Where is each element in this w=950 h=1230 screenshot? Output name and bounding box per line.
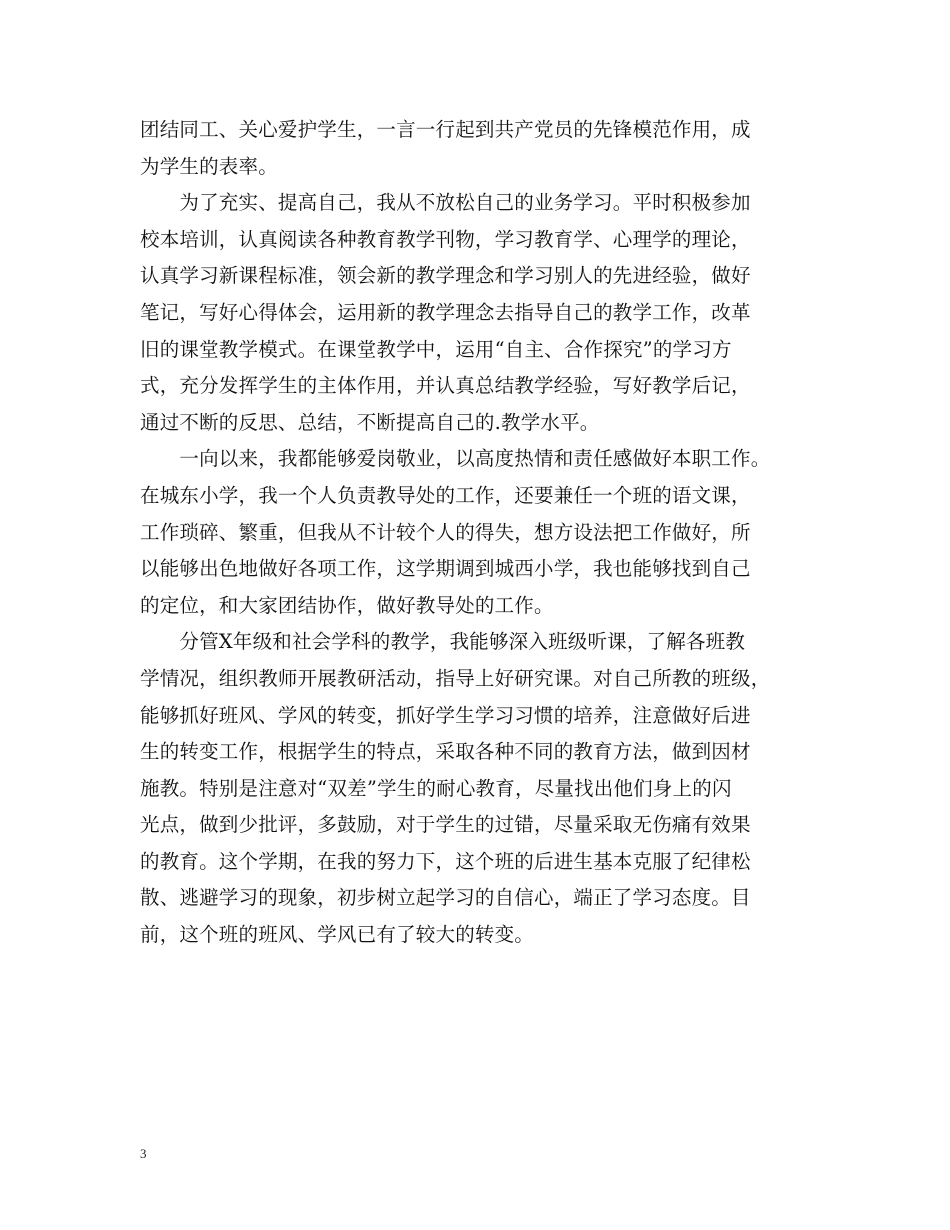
text-line: 一向以来，我都能够爱岗敬业，以高度热情和责任感做好本职工作。 [140, 447, 771, 471]
text-line: 生的转变工作，根据学生的特点，采取各种不同的教育方法，做到因材 [140, 740, 751, 764]
text-line: 团结同工、关心爱护学生，一言一行起到共产党员的先锋模范作用，成 [140, 118, 751, 141]
text-line: 施教。特别是注意对“双差”学生的耐心教育，尽量找出他们身上的闪 [140, 776, 732, 800]
text-line: 工作琐碎、繁重，但我从不计较个人的得失，想方设法把工作做好，所 [140, 520, 751, 544]
text-line: 为学生的表率。 [140, 154, 278, 178]
text-line: 散、逃避学习的现象，初步树立起学习的自信心，端正了学习态度。目 [140, 886, 751, 910]
text-line: 旧的课堂教学模式。在课堂教学中，运用“自主、合作探究”的学习方 [140, 337, 732, 361]
page-number: 3 [140, 1146, 147, 1161]
text-line: 能够抓好班风、学风的转变，抓好学生学习习惯的培养，注意做好后进 [140, 703, 751, 727]
text-line: 的教育。这个学期，在我的努力下，这个班的后进生基本克服了纪律松 [140, 849, 751, 873]
text-line: 以能够出色地做好各项工作，这学期调到城西小学，我也能够找到自己 [140, 557, 751, 581]
text-line: 为了充实、提高自己，我从不放松自己的业务学习。平时积极参加 [140, 191, 751, 215]
text-line: 校本培训，认真阅读各种教育教学刊物，学习教育学、心理学的理论， [140, 227, 751, 251]
text-line: 的定位，和大家团结协作，做好教导处的工作。 [140, 593, 554, 617]
text-line: 通过不断的反思、总结，不断提高自己的.教学水平。 [140, 410, 600, 434]
text-line: 学情况，组织教师开展教研活动，指导上好研究课。对自己所教的班级， [140, 666, 771, 690]
text-line: 分管X年级和社会学科的教学，我能够深入班级听课，了解各班教 [140, 630, 746, 654]
text-line: 认真学习新课程标准，领会新的教学理念和学习别人的先进经验，做好 [140, 264, 751, 288]
body-text [140, 112, 820, 954]
text-line: 前，这个班的班风、学风已有了较大的转变。 [140, 923, 535, 947]
text-line: 光点，做到少批评，多鼓励，对于学生的过错，尽量采取无伤痛有效果 [140, 813, 751, 837]
text-line: 在城东小学，我一个人负责教导处的工作，还要兼任一个班的语文课， [140, 483, 751, 507]
text-line: 式，充分发挥学生的主体作用，并认真总结教学经验，写好教学后记， [140, 374, 751, 398]
text-line: 笔记，写好心得体会，运用新的教学理念去指导自己的教学工作，改革 [140, 300, 751, 324]
